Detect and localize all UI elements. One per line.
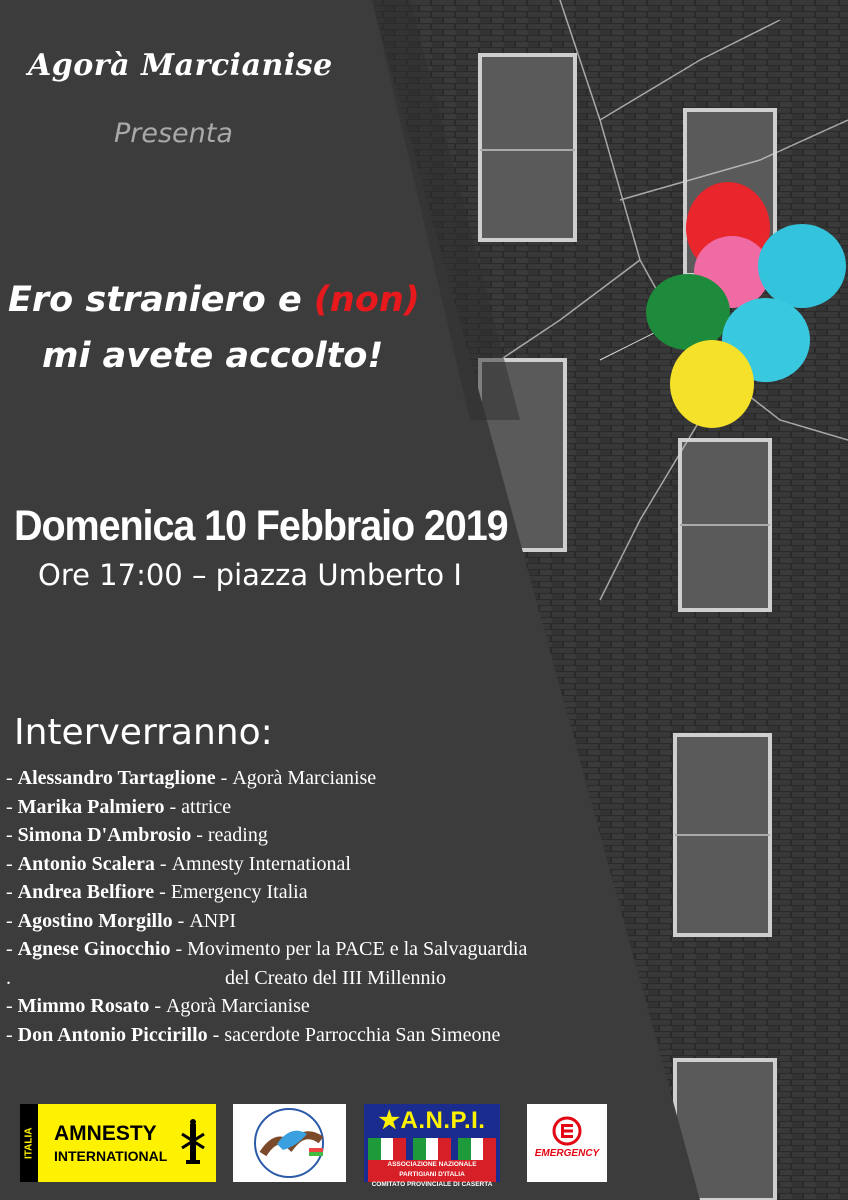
list-item: - Marika Palmiero - attrice [6, 795, 527, 824]
speaker-name: Andrea Belfiore [17, 881, 155, 903]
list-item: - Agostino Morgillo - ANPI [6, 909, 527, 938]
emergency-logo [527, 1104, 607, 1182]
list-item: - Antonio Scalera - Amnesty International [6, 852, 527, 881]
anpi-sub1: ASSOCIAZIONE NAZIONALE PARTIGIANI D'ITALIA [387, 1161, 477, 1178]
list-item: - Don Antonio Piccirillo - sacerdote Parrocchia San Simeone [6, 1023, 527, 1052]
list-item: - Agnese Ginocchio - Movimento per la PACE e la Salvaguardia [6, 937, 527, 966]
speaker-role-continuation: del Creato del III Millennio [225, 966, 447, 989]
speaker-role: attrice [181, 795, 232, 818]
event-title-line2: mi avete accolto! [42, 336, 384, 376]
pace-movement-logo [233, 1104, 346, 1182]
list-item: - Andrea Belfiore - Emergency Italia [6, 880, 527, 909]
speaker-role: Agorà Marcianise [165, 995, 310, 1017]
amnesty-word1: AMNESTY [54, 1122, 157, 1145]
speaker-role: Movimento per la PACE e la Salvaguardia [187, 938, 528, 960]
list-item: - Mimmo Rosato - Agorà Marcianise [6, 994, 527, 1023]
list-item: . del Creato del III Millennio [6, 966, 527, 995]
emergency-icon [552, 1116, 582, 1146]
speaker-role: Amnesty International [171, 852, 351, 875]
amnesty-logo [20, 1104, 216, 1182]
anpi-title: ★A.N.P.I. [378, 1107, 486, 1134]
organizer-brand: Agorà Marcianise [28, 48, 333, 83]
speaker-name: Agostino Morgillo [17, 909, 173, 932]
speaker-name: Marika Palmiero [17, 795, 165, 818]
presenta-text: Presenta [114, 118, 233, 149]
speaker-name: Alessandro Tartaglione [17, 767, 216, 789]
amnesty-strip: ITALIA [20, 1104, 38, 1182]
speaker-role: ANPI [189, 909, 237, 932]
candle-icon [180, 1118, 206, 1168]
speaker-name: Antonio Scalera [17, 852, 155, 875]
dove-icon [233, 1104, 346, 1182]
anpi-logo [364, 1104, 500, 1188]
event-time-place: Ore 17:00 – piazza Umberto I [38, 558, 462, 592]
flags-icon [368, 1138, 496, 1160]
anpi-subtitle [368, 1160, 496, 1188]
event-date: Domenica 10 Febbraio 2019 [14, 502, 508, 550]
speaker-name: Simona D'Ambrosio [17, 824, 192, 846]
speaker-name: Don Antonio Piccirillo [17, 1023, 208, 1046]
emergency-word: EMERGENCY [534, 1148, 600, 1159]
title-highlight: (non) [313, 280, 420, 320]
speaker-role: Emergency Italia [170, 881, 308, 903]
speaker-name: Mimmo Rosato [17, 995, 150, 1017]
list-item: - Simona D'Ambrosio - reading [6, 823, 527, 852]
title-part1: Ero straniero e [8, 280, 314, 320]
list-item: - Alessandro Tartaglione - Agorà Marcianise [6, 766, 527, 795]
speaker-role: reading [207, 824, 268, 846]
speakers-heading: Interverranno: [14, 712, 273, 753]
speaker-name: Agnese Ginocchio [17, 938, 171, 960]
speakers-list [6, 766, 527, 1051]
event-title-line1 [8, 280, 420, 320]
speaker-role: Agorà Marcianise [232, 767, 377, 789]
anpi-sub2: COMITATO PROVINCIALE DI CASERTA [371, 1181, 493, 1188]
speaker-role: sacerdote Parrocchia San Simeone [224, 1023, 501, 1046]
amnesty-word2: INTERNATIONAL [54, 1148, 168, 1164]
